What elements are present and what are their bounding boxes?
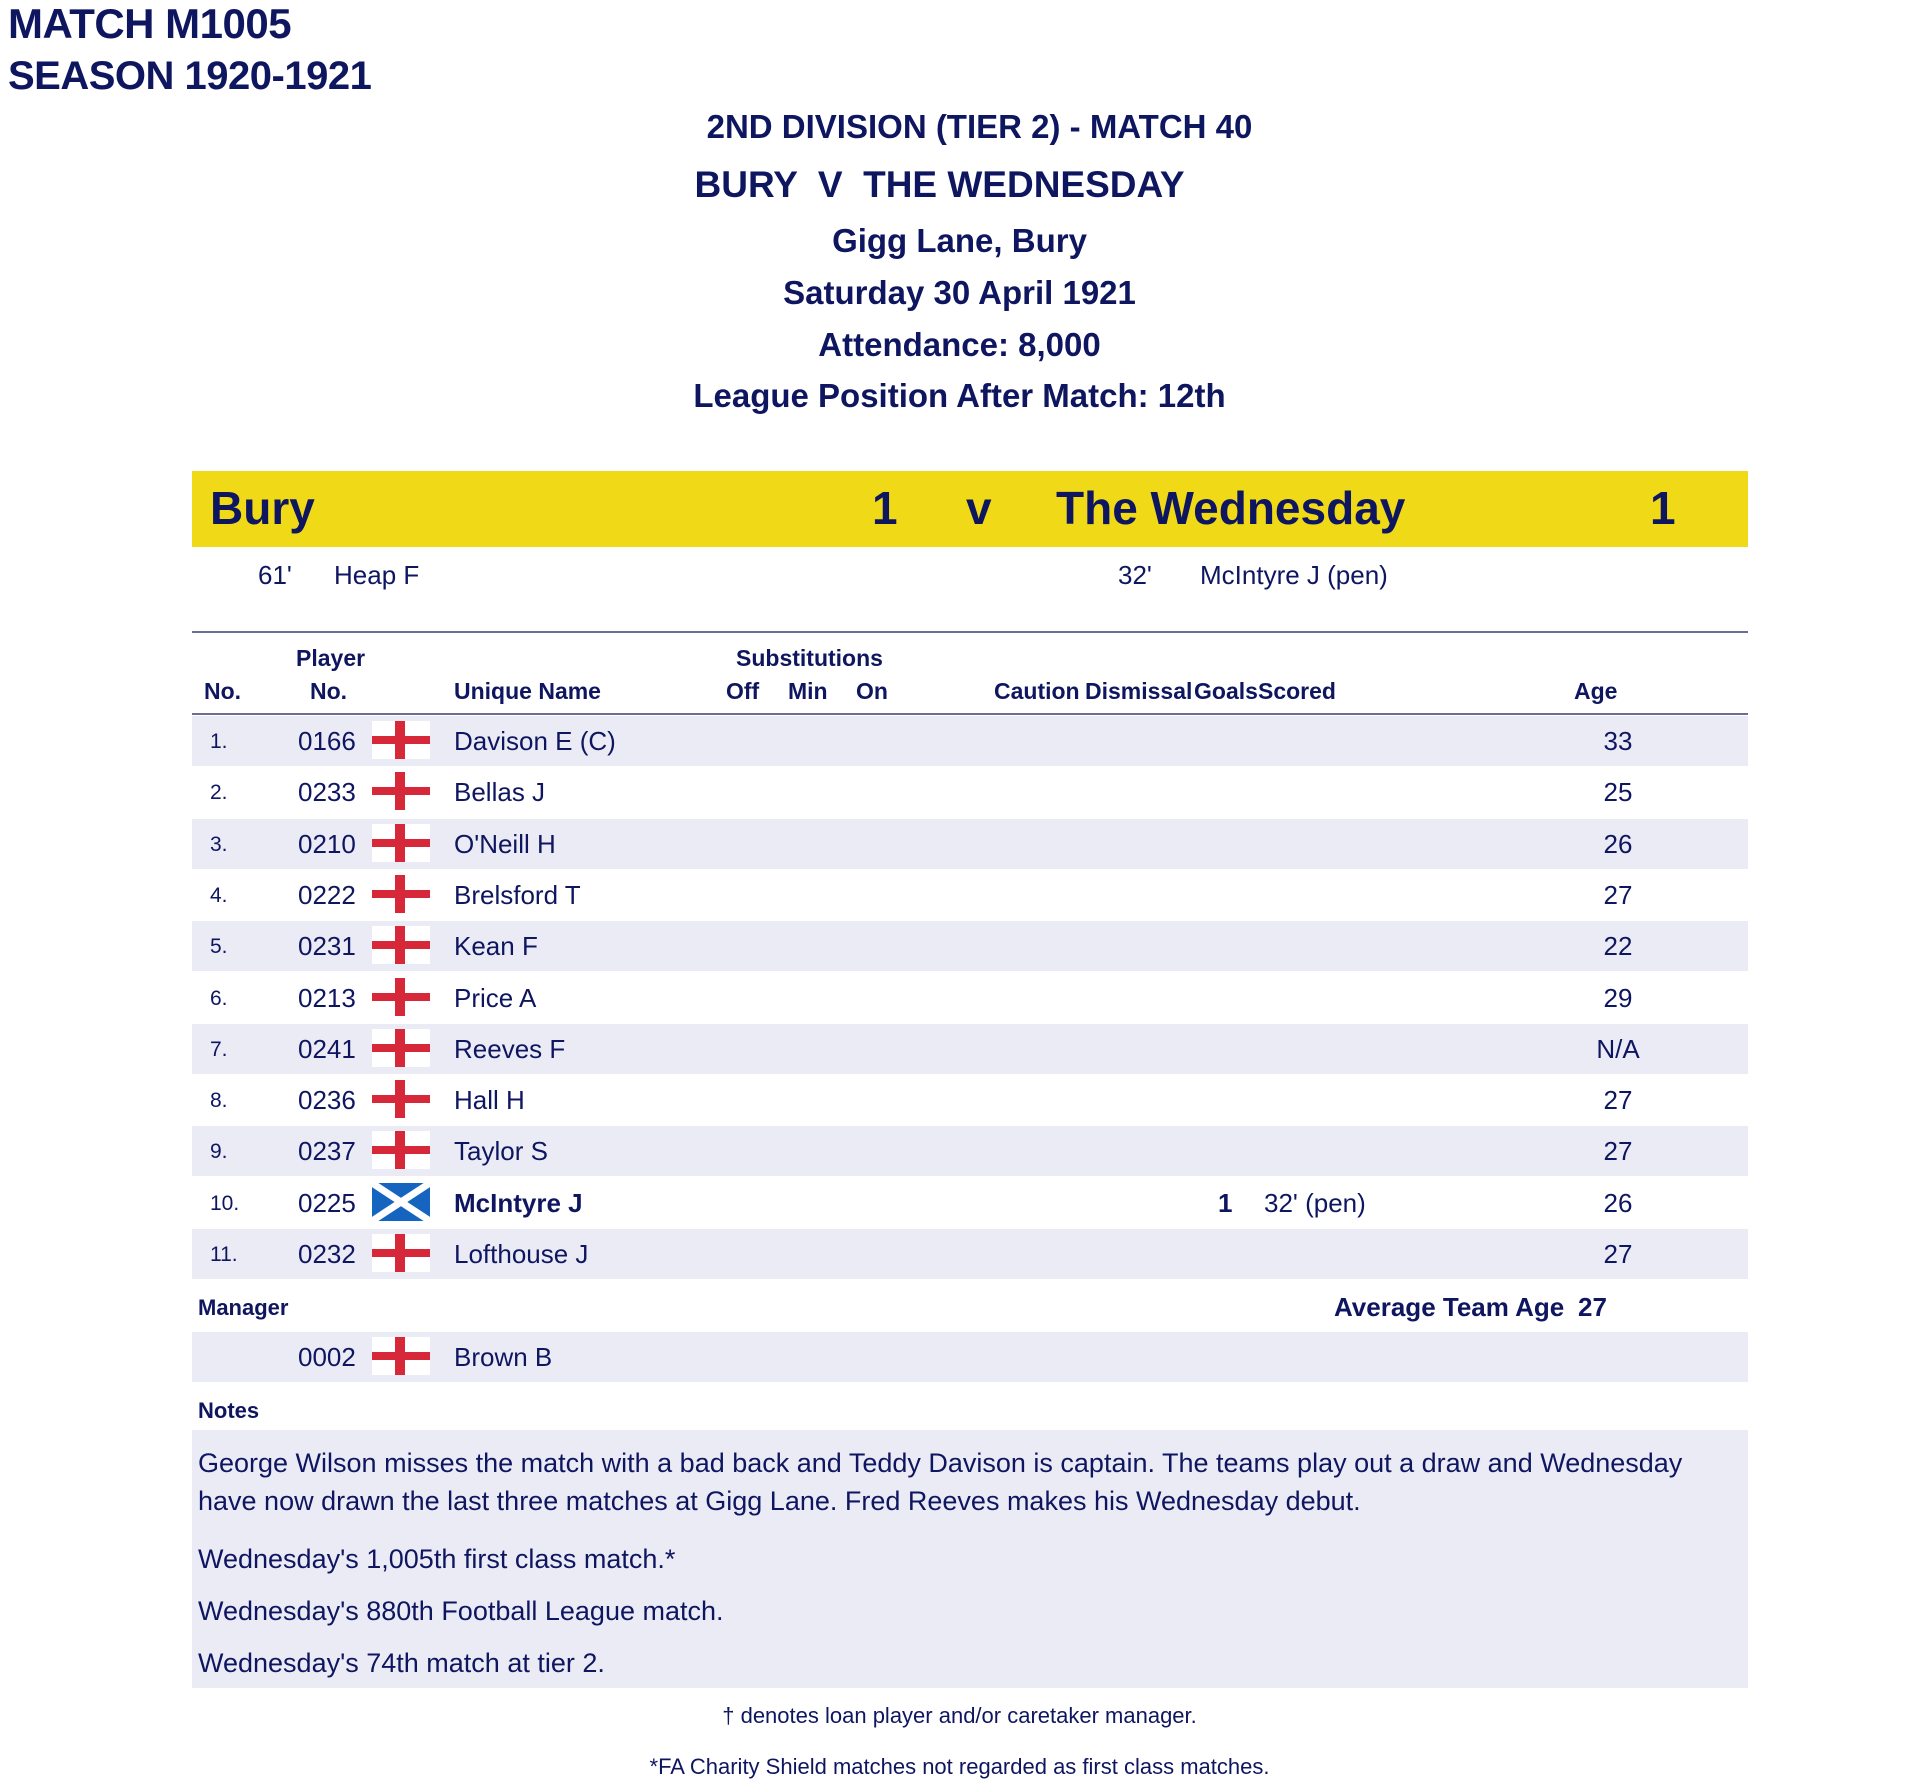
col-caution: Caution bbox=[994, 678, 1080, 704]
table-row bbox=[192, 716, 1748, 766]
player-number: 0233 bbox=[298, 777, 356, 807]
header-divider bbox=[192, 713, 1748, 715]
row-number: 4. bbox=[210, 884, 228, 907]
row-number: 3. bbox=[210, 833, 228, 856]
col-age: Age bbox=[1574, 678, 1618, 704]
player-number: 0231 bbox=[298, 931, 356, 961]
player-name: Reeves F bbox=[454, 1034, 566, 1064]
player-age: 27 bbox=[1603, 880, 1633, 910]
player-name: Bellas J bbox=[454, 777, 546, 807]
table-row bbox=[192, 819, 1748, 869]
player-number: 0225 bbox=[298, 1188, 356, 1218]
player-number: 0237 bbox=[298, 1136, 356, 1166]
venue: Gigg Lane, Bury bbox=[832, 222, 1087, 259]
player-age: 27 bbox=[1603, 1136, 1633, 1166]
table-row bbox=[192, 1178, 1748, 1228]
player-name: Brelsford T bbox=[454, 880, 581, 910]
player-name: Price A bbox=[454, 983, 537, 1013]
row-number: 11. bbox=[210, 1243, 238, 1266]
player-age: N/A bbox=[1596, 1034, 1640, 1064]
player-number: 0232 bbox=[298, 1239, 356, 1269]
player-age: 22 bbox=[1603, 931, 1633, 961]
average-age-label: Average Team Age bbox=[1334, 1292, 1565, 1322]
match-date: Saturday 30 April 1921 bbox=[783, 274, 1136, 311]
footnote-loan: † denotes loan player and/or caretaker manager. bbox=[722, 1703, 1197, 1728]
table-row bbox=[192, 870, 1748, 920]
england-flag-icon bbox=[372, 1234, 430, 1272]
col-scored: Scored bbox=[1258, 678, 1336, 704]
table-row bbox=[192, 767, 1748, 817]
home-goal-scorer: Heap F bbox=[334, 560, 420, 590]
player-number: 0241 bbox=[298, 1034, 356, 1064]
manager-name: Brown B bbox=[454, 1342, 553, 1372]
away-goal-scorer: McIntyre J (pen) bbox=[1200, 560, 1388, 590]
col-player: Player bbox=[296, 645, 366, 671]
player-name: Kean F bbox=[454, 931, 538, 961]
player-number: 0222 bbox=[298, 880, 356, 910]
note-paragraph: George Wilson misses the match with a bad back and Teddy Davison is captain. The teams play out a draw and Wednesday have now drawn the last three matches at Gigg Lane. Fred Reeves makes his Wednesday debut. bbox=[198, 1448, 1683, 1516]
england-flag-icon bbox=[372, 1131, 430, 1169]
divider bbox=[192, 631, 1748, 633]
note-paragraph: Wednesday's 880th Football League match. bbox=[198, 1596, 724, 1626]
row-number: 6. bbox=[210, 987, 228, 1010]
player-number: 0166 bbox=[298, 726, 356, 756]
england-flag-icon bbox=[372, 875, 430, 913]
row-number: 9. bbox=[210, 1140, 228, 1163]
table-row bbox=[192, 1126, 1748, 1176]
season: SEASON 1920-1921 bbox=[8, 54, 372, 98]
table-row bbox=[192, 921, 1748, 971]
col-unique-name: Unique Name bbox=[454, 678, 601, 704]
player-age: 33 bbox=[1603, 726, 1633, 756]
col-player-no: No. bbox=[310, 678, 348, 704]
player-age: 26 bbox=[1603, 829, 1633, 859]
league-position: League Position After Match: 12th bbox=[693, 377, 1226, 414]
england-flag-icon bbox=[372, 1080, 430, 1118]
col-min: Min bbox=[788, 678, 828, 704]
average-age-value: 27 bbox=[1578, 1292, 1607, 1322]
row-number: 5. bbox=[210, 935, 228, 958]
scotland-flag-icon bbox=[372, 1183, 430, 1221]
england-flag-icon bbox=[372, 824, 430, 862]
player-age: 27 bbox=[1603, 1085, 1633, 1115]
note-paragraph: Wednesday's 74th match at tier 2. bbox=[198, 1648, 605, 1678]
player-number: 0210 bbox=[298, 829, 356, 859]
player-name: Hall H bbox=[454, 1085, 525, 1115]
player-name: Davison E (C) bbox=[454, 726, 616, 756]
row-number: 8. bbox=[210, 1089, 228, 1112]
player-age: 27 bbox=[1603, 1239, 1633, 1269]
player-age: 25 bbox=[1603, 777, 1633, 807]
table-row bbox=[192, 1229, 1748, 1279]
row-number: 10. bbox=[210, 1192, 240, 1215]
versus: v bbox=[966, 482, 992, 534]
england-flag-icon bbox=[372, 1029, 430, 1067]
col-off: Off bbox=[726, 678, 760, 704]
attendance: Attendance: 8,000 bbox=[818, 326, 1101, 363]
notes-box bbox=[192, 1430, 1748, 1688]
notes-label: Notes bbox=[198, 1398, 260, 1423]
player-number: 0236 bbox=[298, 1085, 356, 1115]
col-substitutions: Substitutions bbox=[736, 645, 883, 671]
england-flag-icon bbox=[372, 1337, 430, 1375]
manager-label: Manager bbox=[198, 1295, 289, 1320]
england-flag-icon bbox=[372, 926, 430, 964]
col-dismissal: Dismissal bbox=[1085, 678, 1193, 704]
row-number: 7. bbox=[210, 1038, 228, 1061]
away-goal-time: 32' bbox=[1118, 560, 1152, 590]
player-age: 26 bbox=[1603, 1188, 1633, 1218]
away-score: 1 bbox=[1650, 482, 1676, 534]
col-on: On bbox=[856, 678, 888, 704]
match-id: MATCH M1005 bbox=[8, 0, 292, 47]
player-age: 29 bbox=[1603, 983, 1633, 1013]
score-bar bbox=[192, 471, 1748, 547]
table-row bbox=[192, 1075, 1748, 1125]
col-goals: Goals bbox=[1194, 678, 1258, 704]
england-flag-icon bbox=[372, 721, 430, 759]
player-number: 0213 bbox=[298, 983, 356, 1013]
player-name: McIntyre J bbox=[454, 1188, 583, 1218]
home-score: 1 bbox=[872, 482, 898, 534]
england-flag-icon bbox=[372, 772, 430, 810]
footnote-charity-shield: *FA Charity Shield matches not regarded as first class matches. bbox=[649, 1754, 1270, 1779]
player-name: Lofthouse J bbox=[454, 1239, 589, 1269]
col-no: No. bbox=[204, 678, 242, 704]
row-number: 1. bbox=[210, 730, 228, 753]
competition: 2ND DIVISION (TIER 2) - MATCH 40 bbox=[706, 108, 1253, 145]
goals-scored: 32' (pen) bbox=[1264, 1188, 1366, 1218]
player-name: Taylor S bbox=[454, 1136, 548, 1166]
player-name: O'Neill H bbox=[454, 829, 556, 859]
table-row bbox=[192, 1024, 1748, 1074]
home-goal-time: 61' bbox=[258, 560, 292, 590]
away-team: The Wednesday bbox=[1056, 482, 1406, 534]
goals-count: 1 bbox=[1218, 1188, 1233, 1218]
note-paragraph: Wednesday's 1,005th first class match.* bbox=[198, 1544, 676, 1574]
fixture: BURY V THE WEDNESDAY bbox=[694, 164, 1185, 205]
table-row bbox=[192, 973, 1748, 1023]
manager-number: 0002 bbox=[298, 1342, 356, 1372]
manager-row bbox=[192, 1332, 1748, 1382]
home-team: Bury bbox=[210, 482, 315, 534]
england-flag-icon bbox=[372, 978, 430, 1016]
row-number: 2. bbox=[210, 781, 228, 804]
